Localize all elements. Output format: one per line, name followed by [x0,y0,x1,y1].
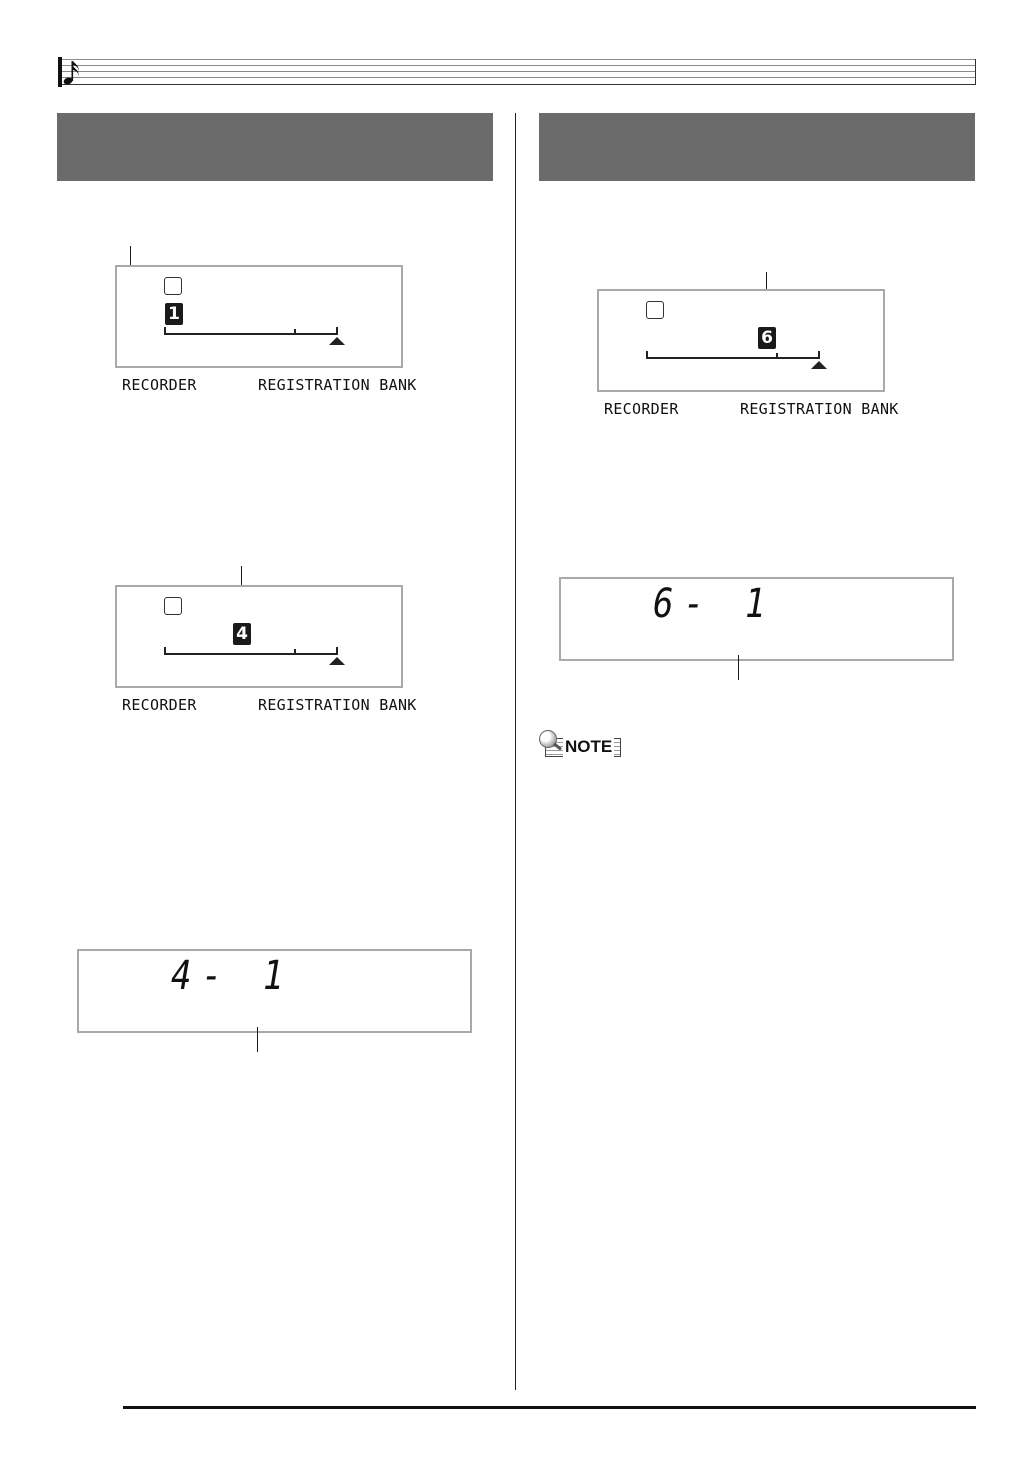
triangle-indicator-icon [811,361,827,369]
bar-tick [646,351,648,358]
lcd-panel [115,265,403,368]
bank-bar [164,333,338,335]
bar-tick [818,351,820,358]
label-registration-bank: REGISTRATION BANK [258,376,417,394]
segment-readout: 4- 1 [171,953,294,999]
bar-tick [294,329,296,334]
label-recorder: RECORDER [122,376,197,394]
label-recorder: RECORDER [122,696,197,714]
callout-line [738,655,739,680]
bank-number: 6 [758,327,776,349]
indicator-square-icon [164,277,182,295]
bar-tick [336,327,338,334]
lcd-panel [597,289,885,392]
music-note-icon [62,57,82,87]
indicator-square-icon [646,301,664,319]
staff-end-bar [975,59,976,85]
right-section-header [539,113,975,181]
lcd-readout-panel [559,577,954,661]
bar-tick [294,649,296,654]
note-label: NOTE [565,737,613,756]
lcd-readout-panel [77,949,472,1033]
triangle-indicator-icon [329,657,345,665]
left-section-header [57,113,493,181]
bank-bar [164,653,338,655]
indicator-square-icon [164,597,182,615]
footer-rule [123,1406,976,1409]
bank-bar [646,357,820,359]
bank-number: 4 [233,623,251,645]
segment-readout: 6- 1 [653,581,776,627]
lcd-panel [115,585,403,688]
label-registration-bank: REGISTRATION BANK [740,400,899,418]
bar-tick [776,353,778,358]
bar-tick [336,647,338,654]
label-recorder: RECORDER [604,400,679,418]
bar-tick [164,327,166,334]
triangle-indicator-icon [329,337,345,345]
bar-tick [164,647,166,654]
column-divider [515,113,516,1390]
bank-number: 1 [165,303,183,325]
label-registration-bank: REGISTRATION BANK [258,696,417,714]
callout-line [257,1027,258,1052]
